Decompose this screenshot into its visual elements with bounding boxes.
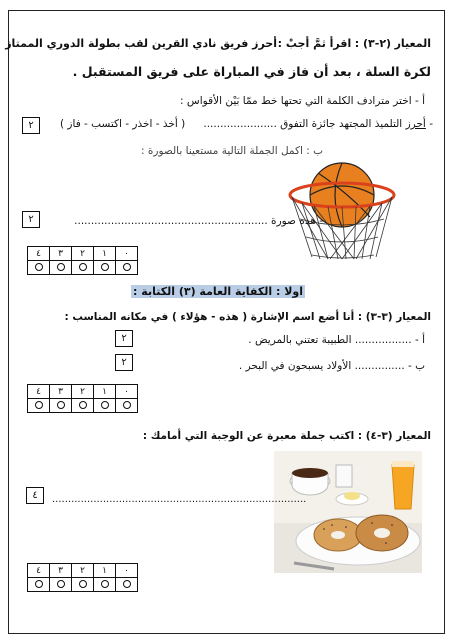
- radio-circle[interactable]: [101, 401, 109, 409]
- radio-circle[interactable]: [123, 401, 131, 409]
- writing-criterion: [65, 311, 431, 323]
- item-a: أ - ................. الطبيبة تعتني بالمريض .: [248, 334, 425, 346]
- criterion-text: (٣-٣) : أنا أضع اسم الإشارة ( هذه - هؤلاء ) في مكانه المناسب :: [64, 311, 393, 323]
- part-b-score-box: ٢: [22, 211, 40, 228]
- rating-scale-3: [27, 563, 138, 592]
- part-b-prompt: ب : اكمل الجملة التالية مستعينا بالصورة :: [141, 145, 323, 157]
- radio-circle[interactable]: [35, 263, 43, 271]
- scale-label: ١: [94, 385, 116, 399]
- radio-circle[interactable]: [79, 263, 87, 271]
- scale-label: ٢: [72, 385, 94, 399]
- scale-label: ٢: [72, 564, 94, 578]
- passage-line-2: لكرة السلة ، بعد أن فاز في المباراة على فريق المستقبل .: [72, 64, 431, 79]
- radio-circle[interactable]: [79, 580, 87, 588]
- item-b-score-box: ٢: [115, 354, 133, 371]
- criterion-label: المعيار: [396, 311, 431, 323]
- radio-circle[interactable]: [35, 580, 43, 588]
- scale-label: ٣: [50, 385, 72, 399]
- radio-circle[interactable]: [123, 263, 131, 271]
- basketball-hoop-image: [288, 157, 396, 260]
- scale-label: ٤: [28, 564, 50, 578]
- underlined-word: أحرز: [405, 118, 426, 130]
- scale-label: ٤: [28, 247, 50, 261]
- radio-circle[interactable]: [57, 401, 65, 409]
- scale-label: ٤: [28, 385, 50, 399]
- scale-label: ١: [94, 247, 116, 261]
- radio-circle[interactable]: [101, 580, 109, 588]
- scale-label: ٣: [50, 564, 72, 578]
- radio-circle[interactable]: [35, 401, 43, 409]
- criterion-code: (٢-٣) :: [354, 37, 392, 50]
- radio-circle[interactable]: [123, 580, 131, 588]
- scale-label: ٠: [116, 385, 138, 399]
- rating-scale-2: [27, 384, 138, 413]
- criterion-label: المعيار: [396, 430, 431, 442]
- criterion-text: (٣-٤) : اكتب جملة معبرة عن الوجبة التي أمامك :: [142, 430, 393, 442]
- writing-heading-text: اولا : الكفاية العامة (٣) الكتابة :: [133, 285, 303, 298]
- writing-section-heading: [131, 285, 305, 298]
- q3-answer-line: ................................................................................: [52, 494, 307, 505]
- part-a-score-box: ٢: [22, 117, 40, 134]
- part-a-sentence-rest: التلميذ المجتهد جائزة التفوق ......................: [203, 118, 403, 130]
- part-a-prompt: أ - اختر مترادف الكلمة التي تحتها خط ممّا بَيْن الأقواس :: [180, 95, 425, 107]
- radio-circle[interactable]: [57, 580, 65, 588]
- scale-label: ٠: [116, 247, 138, 261]
- q3-score-box: ٤: [26, 487, 44, 504]
- item-a-score-box: ٢: [115, 330, 133, 347]
- radio-circle[interactable]: [101, 263, 109, 271]
- scale-label: ٢: [72, 247, 94, 261]
- criterion-label: المعيار: [394, 37, 431, 50]
- breakfast-image: [274, 451, 422, 573]
- scale-label: ١: [94, 564, 116, 578]
- q3-criterion: [143, 430, 431, 442]
- passage-line-1: أحرز فريق نادي القرين لقب بطولة الدوري الممتاز: [5, 37, 277, 50]
- scale-label: ٠: [116, 564, 138, 578]
- criterion-instruction: اقرأ ثمَّ أجبْ :: [277, 37, 352, 50]
- scale-label: ٣: [50, 247, 72, 261]
- rating-scale-1: [27, 246, 138, 275]
- part-b-sentence: - هذه صورة ..........................................................: [74, 215, 323, 227]
- item-b: ب - ............... الأولاد يسبحون في البحر .: [238, 360, 425, 372]
- q1-header: [278, 37, 431, 50]
- part-a-options: ( أخذ - اخذر - اكتسب - فاز ): [60, 118, 186, 130]
- part-a-sentence: - أحرز التلميذ المجتهد جائزة التفوق ......................: [203, 118, 433, 130]
- radio-circle[interactable]: [79, 401, 87, 409]
- radio-circle[interactable]: [57, 263, 65, 271]
